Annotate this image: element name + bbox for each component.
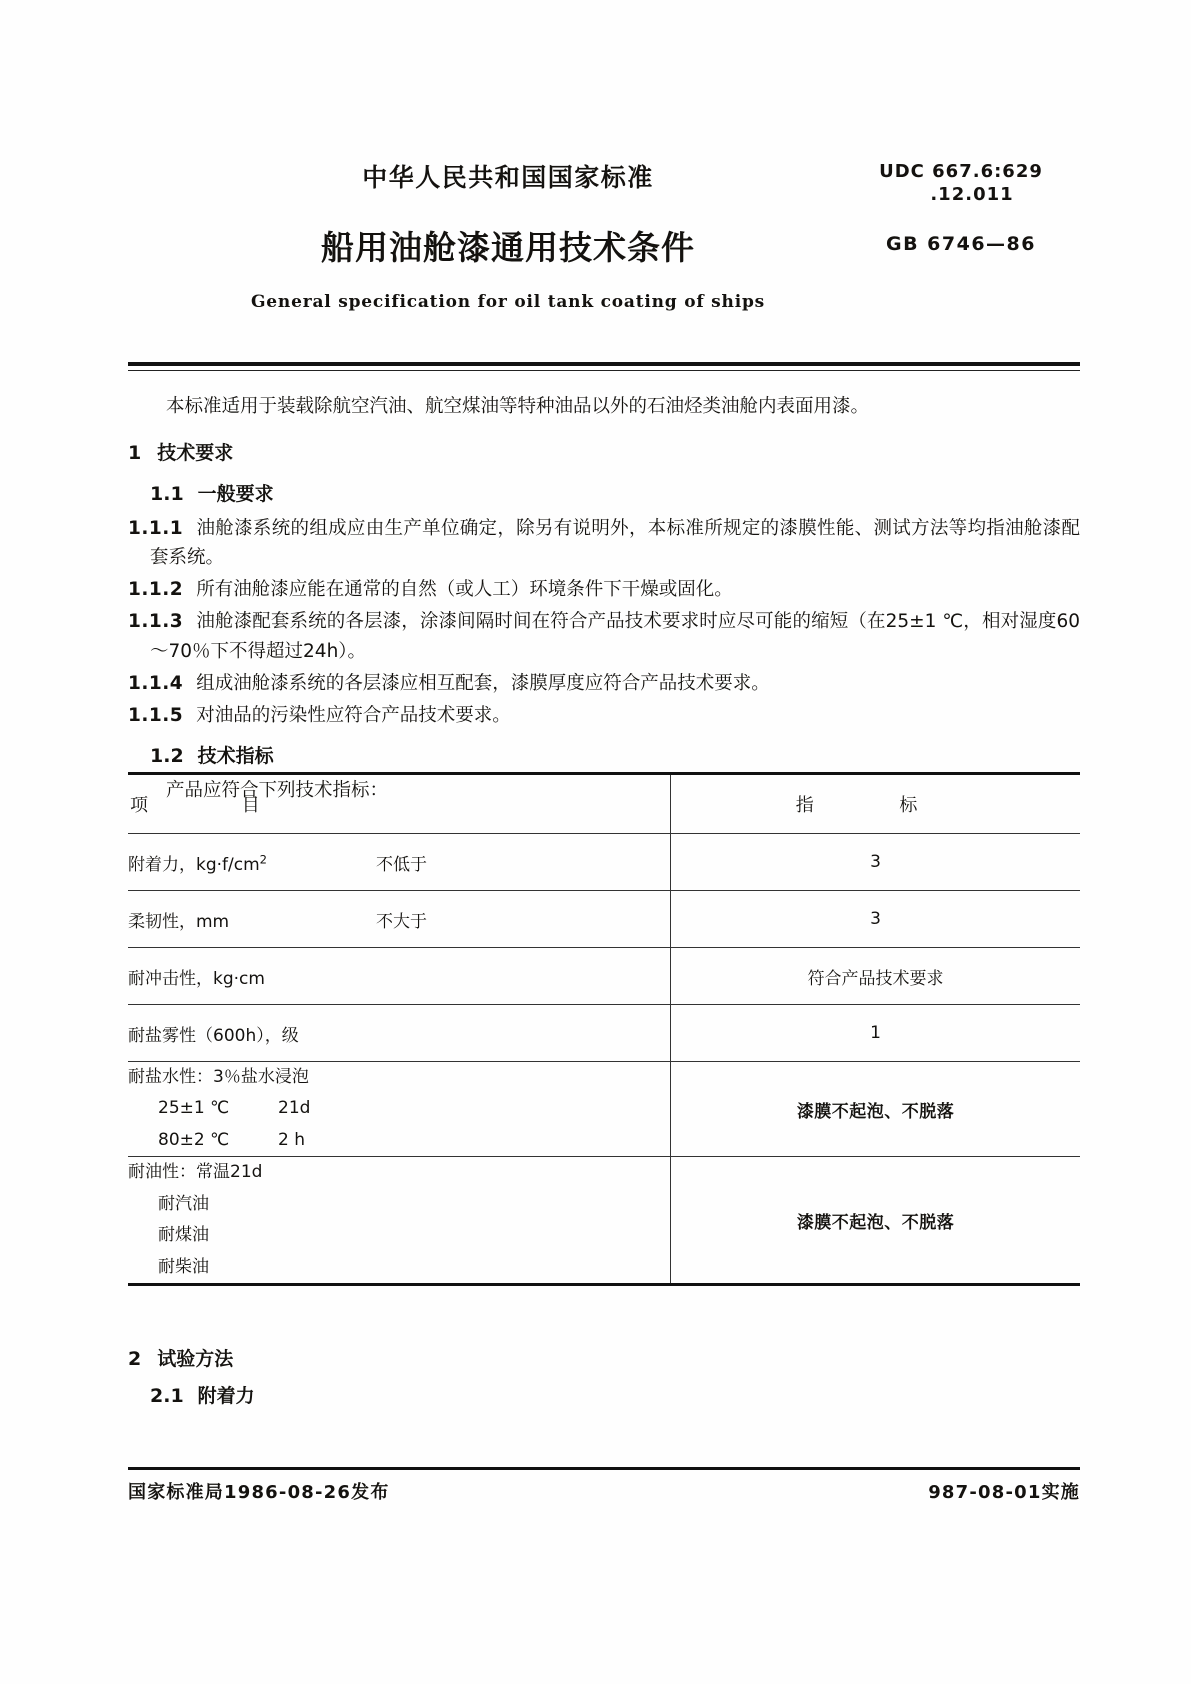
row-item-cell bbox=[128, 834, 671, 891]
row-spec-cell: 3 bbox=[671, 834, 1080, 891]
page-title: 船用油舱漆通用技术条件 bbox=[321, 228, 695, 267]
issue-date-label: 国家标准局1986-08-26发布 bbox=[128, 1482, 390, 1503]
row-item-cell bbox=[128, 948, 671, 1005]
row-item-lead: 耐盐水性：3％盐水浸泡 bbox=[128, 1067, 309, 1087]
effective-date-label: 987-08-01实施 bbox=[928, 1482, 1080, 1503]
row-item-subline: 耐柴油 bbox=[158, 1256, 209, 1277]
table-row bbox=[128, 1157, 1080, 1285]
clause-1-1-3 bbox=[128, 607, 1080, 667]
page-title-english: General specification for oil tank coating of ships bbox=[250, 292, 766, 312]
footer-rule bbox=[128, 1467, 1080, 1470]
row-spec-cell: 1 bbox=[671, 1005, 1080, 1062]
table-header-item-label: 项 目 bbox=[130, 795, 304, 816]
row-item-line bbox=[128, 907, 670, 932]
row-item-qualifier: 不大于 bbox=[376, 911, 427, 932]
row-spec-value: 漆膜不起泡、不脱落 bbox=[796, 1101, 955, 1122]
section-heading-1-1 bbox=[128, 479, 1080, 510]
row-item-qualifier: 不低于 bbox=[376, 854, 427, 875]
document-footer bbox=[128, 1478, 1080, 1504]
table-row bbox=[128, 834, 1080, 891]
section-2-number: 2 bbox=[128, 1348, 142, 1370]
row-spec-cell: 符合产品技术要求 bbox=[671, 948, 1080, 1005]
row-item-name: 耐冲击性，kg·cm bbox=[128, 968, 265, 989]
header-rule-thin bbox=[128, 370, 1080, 371]
document-tail bbox=[128, 1332, 1080, 1412]
row-item-cell bbox=[128, 891, 671, 948]
clause-number: 1.1.3 bbox=[128, 611, 184, 633]
row-item-cell bbox=[128, 1157, 671, 1285]
clause-text: 油舱漆系统的组成应由生产单位确定，除另有说明外，本标准所规定的漆膜性能、测试方法等均指油舱漆配套系统。 bbox=[150, 517, 1080, 569]
row-item-line bbox=[128, 850, 670, 875]
row-item-cell bbox=[128, 1062, 671, 1157]
clause-text: 组成油舱漆系统的各层漆应相互配套，漆膜厚度应符合产品技术要求。 bbox=[196, 673, 770, 695]
table-row bbox=[128, 891, 1080, 948]
udc-line-2: .12.011 bbox=[930, 184, 1014, 206]
document-body bbox=[128, 392, 1080, 806]
row-spec-value: 漆膜不起泡、不脱落 bbox=[796, 1212, 955, 1233]
udc-classification bbox=[846, 160, 1076, 206]
table-header-spec-label: 指 标 bbox=[795, 795, 958, 816]
table-row bbox=[128, 1062, 1080, 1157]
table-header-row bbox=[128, 774, 1080, 834]
header-rule-thick bbox=[128, 362, 1080, 366]
row-item-line bbox=[128, 1021, 670, 1046]
national-standard-label: 中华人民共和国国家标准 bbox=[362, 163, 654, 192]
section-2-1-title: 附着力 bbox=[197, 1385, 255, 1407]
clause-1-1-4 bbox=[128, 669, 1080, 699]
row-item-name: 耐盐雾性（600h），级 bbox=[128, 1025, 299, 1046]
row-item-name: 柔韧性，mm bbox=[128, 911, 230, 932]
document-header bbox=[128, 150, 1080, 350]
row-spec-cell bbox=[671, 1157, 1080, 1285]
row-item-lead: 耐油性：常温21d bbox=[128, 1162, 263, 1183]
section-1-1-number: 1.1 bbox=[150, 482, 184, 505]
scope-paragraph: 本标准适用于装载除航空汽油、航空煤油等特种油品以外的石油烃类油舱内表面用漆。 bbox=[166, 396, 870, 417]
table-header-spec bbox=[671, 774, 1080, 834]
table-row bbox=[128, 1005, 1080, 1062]
technical-index-table bbox=[128, 772, 1080, 1286]
table-header-item bbox=[128, 774, 671, 834]
section-heading-1-2 bbox=[128, 741, 1080, 772]
row-item-name bbox=[128, 850, 376, 875]
clause-text: 油舱漆配套系统的各层漆，涂漆间隔时间在符合产品技术要求时应尽可能的缩短（在25±1 ℃，相对湿度60～70％下不得超过24h）。 bbox=[150, 611, 1080, 663]
udc-line-1: UDC 667.6:629 bbox=[879, 161, 1043, 182]
section-heading-2 bbox=[128, 1344, 1080, 1371]
section-heading-2-1 bbox=[128, 1381, 1080, 1408]
clause-number: 1.1.5 bbox=[128, 705, 184, 727]
row-item-name-text: 附着力，kg·f/cm bbox=[128, 854, 260, 875]
row-sub-duration: 21d bbox=[278, 1098, 311, 1119]
clause-1-1-1 bbox=[128, 514, 1080, 574]
section-2-title: 试验方法 bbox=[157, 1348, 234, 1370]
table-lead-in: 产品应符合下列技术指标： bbox=[166, 780, 389, 802]
section-1-1-title: 一般要求 bbox=[197, 482, 274, 505]
section-2-1-number: 2.1 bbox=[150, 1385, 184, 1407]
row-sub-condition: 25±1 ℃ bbox=[158, 1098, 230, 1119]
row-sub-condition: 80±2 ℃ bbox=[158, 1129, 230, 1150]
clause-text: 对油品的污染性应符合产品技术要求。 bbox=[196, 705, 511, 727]
row-item-superscript: 2 bbox=[259, 851, 268, 866]
row-item-subline: 耐汽油 bbox=[158, 1193, 209, 1214]
clause-1-1-2 bbox=[128, 575, 1080, 605]
clause-text: 所有油舱漆应能在通常的自然（或人工）环境条件下干燥或固化。 bbox=[196, 579, 733, 601]
section-heading-1 bbox=[128, 438, 1080, 469]
clause-1-1-5 bbox=[128, 701, 1080, 731]
clause-number: 1.1.4 bbox=[128, 673, 184, 695]
section-1-2-title: 技术指标 bbox=[197, 745, 274, 768]
spec-table bbox=[128, 772, 1080, 1286]
row-item-line bbox=[128, 964, 670, 989]
standard-code: GB 6746—86 bbox=[885, 233, 1036, 255]
row-item-cell bbox=[128, 1005, 671, 1062]
table-row bbox=[128, 948, 1080, 1005]
section-1-2-number: 1.2 bbox=[150, 745, 184, 768]
row-item-subline: 耐煤油 bbox=[158, 1225, 209, 1246]
row-sub-duration: 2 h bbox=[278, 1129, 305, 1150]
clause-number: 1.1.1 bbox=[128, 517, 184, 539]
row-spec-cell: 3 bbox=[671, 891, 1080, 948]
section-1-number: 1 bbox=[128, 441, 142, 464]
row-item-subline bbox=[128, 1125, 670, 1156]
clause-number: 1.1.2 bbox=[128, 579, 184, 601]
row-spec-cell bbox=[671, 1062, 1080, 1157]
row-item-subline bbox=[128, 1093, 670, 1124]
section-1-title: 技术要求 bbox=[157, 441, 234, 464]
